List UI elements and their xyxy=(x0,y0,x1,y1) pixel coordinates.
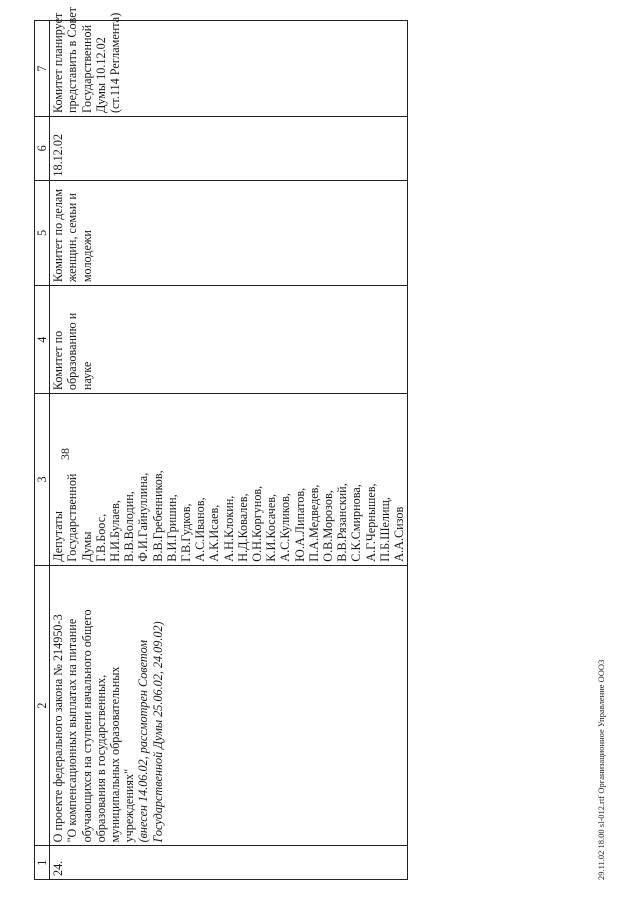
bill-title-line: муниципальных образовательных xyxy=(108,666,123,843)
bill-title-line: "О компенсационных выплатах на питание xyxy=(65,618,80,843)
plan-line: представить в Совет xyxy=(65,7,80,114)
bill-title-line: образования в государственных, xyxy=(93,674,108,843)
committee-line: Комитет по xyxy=(51,330,66,391)
bill-title-cell xyxy=(50,565,408,846)
plan-line: Думы 10.12.02 xyxy=(93,37,108,114)
author-line: А.С.Иванов, xyxy=(193,497,208,562)
coexecutor-line: Комитет по делам xyxy=(51,188,66,283)
row-number: 24. xyxy=(50,846,408,880)
column-number: 1 xyxy=(35,846,50,880)
author-line: Депутаты xyxy=(51,511,66,562)
bill-note-line: Государственной Думы 25.06.02, 24.09.02) xyxy=(150,621,165,843)
author-line: Г.В.Гудков, xyxy=(179,503,194,562)
author-line: А.С.Куликов, xyxy=(278,493,293,562)
author-line: Н.Д.Ковалев, xyxy=(235,493,250,562)
author-line: Ю.А.Липатов, xyxy=(292,487,307,562)
author-line: О.Н.Коргунов, xyxy=(250,485,265,562)
bill-title-line: О проекте федерального закона № 214950-3 xyxy=(51,614,66,843)
author-line: Государственной xyxy=(65,473,80,562)
author-line: В.И.Гришин, xyxy=(164,494,179,562)
plan-cell xyxy=(50,7,408,117)
author-line: П.Б.Шелищ, xyxy=(377,497,392,562)
plan-line: Государственной xyxy=(79,24,94,114)
rotated-page xyxy=(30,7,610,880)
author-line: Думы xyxy=(79,531,94,562)
bill-note-line: (внесен 14.06.02, рассмотрен Советом xyxy=(136,639,151,843)
coexecutor-committee-cell xyxy=(50,180,408,286)
column-number: 2 xyxy=(35,565,50,846)
author-line: В.В.Гребенников, xyxy=(150,470,165,562)
column-number: 6 xyxy=(35,117,50,181)
committee-line: науке xyxy=(79,361,94,391)
authors-cell xyxy=(50,394,408,566)
author-line: В.В.Володин, xyxy=(122,491,137,562)
plan-line: Комитет планирует xyxy=(51,12,66,114)
author-line: Г.В.Боос, xyxy=(93,513,108,562)
bill-schedule-table xyxy=(34,7,408,880)
column-number: 4 xyxy=(35,286,50,394)
author-line: П.А.Медведев, xyxy=(306,484,321,562)
column-number-row xyxy=(35,21,50,880)
author-line: А.А.Сизов xyxy=(392,506,407,562)
author-line: О.В.Морозов, xyxy=(321,490,336,562)
bill-title-line: учреждениях" xyxy=(122,768,137,843)
bill-title-line: обучающихся на ступени начального общего xyxy=(79,609,94,843)
author-line: А.К.Исаев, xyxy=(207,504,222,562)
page-number: 38 xyxy=(58,448,72,460)
date-cell: 18.12.02 xyxy=(50,117,408,181)
responsible-committee-cell xyxy=(50,286,408,394)
column-number: 7 xyxy=(35,21,50,117)
coexecutor-line: молодежи xyxy=(79,230,94,283)
author-line: В.В.Рязанский, xyxy=(335,483,350,562)
author-line: А.Н.Клокин, xyxy=(221,495,236,562)
author-line: К.И.Косачев, xyxy=(264,493,279,562)
coexecutor-line: женщин, семьи и xyxy=(65,193,80,283)
column-number: 5 xyxy=(35,180,50,286)
author-line: Ф.И.Гайнуллина, xyxy=(136,472,151,562)
author-line: Н.И.Булаев, xyxy=(108,500,123,562)
table-row xyxy=(50,21,408,880)
committee-line: образованию и xyxy=(65,312,80,391)
author-line: С.К.Смирнова, xyxy=(349,484,364,562)
author-line: А.Г.Чернышев, xyxy=(363,483,378,562)
column-number: 3 xyxy=(35,394,50,566)
plan-line: (ст.114 Регламента) xyxy=(108,12,123,114)
print-footer: 29.11.02 18.00 sl-012.rtf Организационное Управление ООО3 xyxy=(596,659,606,880)
